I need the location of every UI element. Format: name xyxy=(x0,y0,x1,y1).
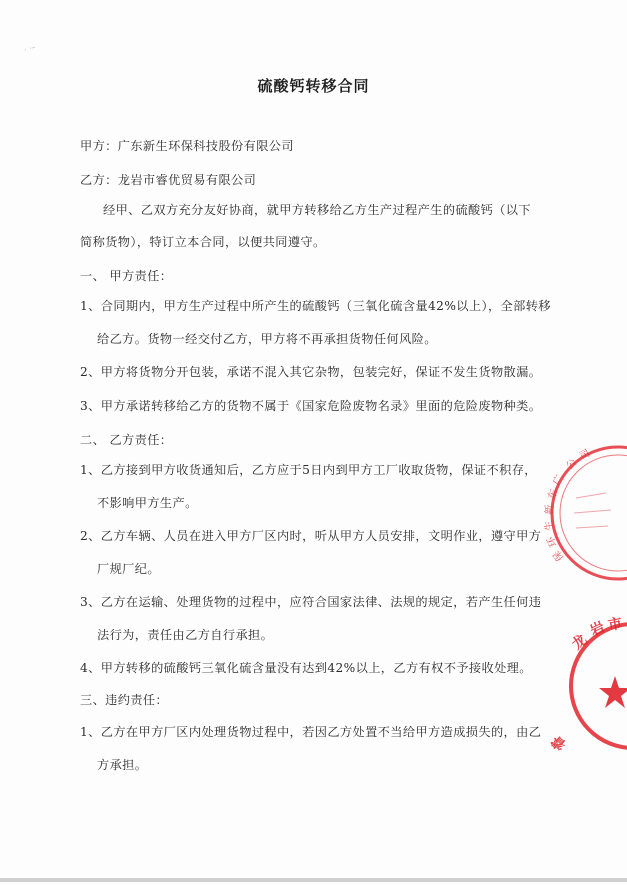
svg-text:环: 环 xyxy=(545,534,560,549)
svg-text:保: 保 xyxy=(551,548,567,563)
clause-b2-line: 厂规厂纪。 xyxy=(97,562,160,576)
svg-text:公: 公 xyxy=(564,457,580,473)
clause-a3-line: 3、甲方承诺转移给乙方的货物不属于《国家危险废物名录》里面的危险废物种类。 xyxy=(80,399,542,413)
clause-b1-line: 1、乙方接到甲方收货通知后，乙方应于5日内到甲方工厂收取货物，保证不积存， xyxy=(80,463,537,477)
clause-b4-line: 4、甲方转移的硫酸钙三氧化硫含量没有达到42%以上，乙方有权不予接收处理。 xyxy=(80,661,532,675)
svg-text:司: 司 xyxy=(578,448,593,463)
svg-text:市: 市 xyxy=(606,615,624,634)
company-seal-upper xyxy=(536,438,627,588)
svg-text:龙: 龙 xyxy=(569,631,591,654)
clause-a1-line: 1、合同期内，甲方生产过程中所产生的硫酸钙（三氧化硫含量42%以上），全部转移 xyxy=(80,299,551,313)
svg-text:生: 生 xyxy=(543,519,556,532)
clause-b3-line: 3、乙方在运输、处理货物的过程中，应符合国家法律、法规的规定，若产生任何违 xyxy=(80,595,542,609)
company-seal-lower xyxy=(548,615,627,756)
clause-b1-line: 不影响甲方生产。 xyxy=(97,496,198,510)
party-b-line: 乙方：龙岩市睿优贸易有限公司 xyxy=(80,173,257,187)
section-heading-party-b: 二、 乙方责任： xyxy=(80,433,173,447)
svg-text:新: 新 xyxy=(544,504,556,516)
scan-speck: · ·– xyxy=(22,42,37,55)
clause-b3-line: 法行为，责任由乙方自行承担。 xyxy=(97,628,274,642)
clause-b2-line: 2、乙方车辆、人员在进入甲方厂区内时，听从甲方人员安排，文明作业，遵守甲方 xyxy=(80,529,542,543)
svg-text:广: 广 xyxy=(551,473,566,488)
contract-title: 硫酸钙转移合同 xyxy=(257,77,370,95)
svg-text:岩: 岩 xyxy=(587,619,608,640)
clause-a1-line: 给乙方。货物一经交付乙方，甲方将不再承担货物任何风险。 xyxy=(97,332,437,346)
section-heading-breach: 三、违约责任： xyxy=(80,693,169,707)
clause-c1-line: 1、乙方在甲方厂区内处理货物过程中，若因乙方处置不当给甲方造成损失的，由乙 xyxy=(80,725,542,739)
clause-a2-line: 2、甲方将货物分开包装，承诺不混入其它杂物，包装完好，保证不发生货物散漏。 xyxy=(80,365,542,379)
scan-bottom-edge xyxy=(0,878,627,882)
intro-paragraph-line: 简称货物），特订立本合同，以便共同遵守。 xyxy=(80,235,326,249)
party-a-line: 甲方：广东新生环保科技股份有限公司 xyxy=(80,139,294,153)
clause-c1-line: 方承担。 xyxy=(97,758,148,772)
intro-paragraph-line: 经甲、乙双方充分友好协商，就甲方转移给乙方生产过程产生的硫酸钙（以下 xyxy=(103,203,531,217)
svg-text:睿: 睿 xyxy=(548,731,570,754)
svg-text:东: 东 xyxy=(546,487,561,502)
section-heading-party-a: 一、 甲方责任： xyxy=(80,269,173,283)
